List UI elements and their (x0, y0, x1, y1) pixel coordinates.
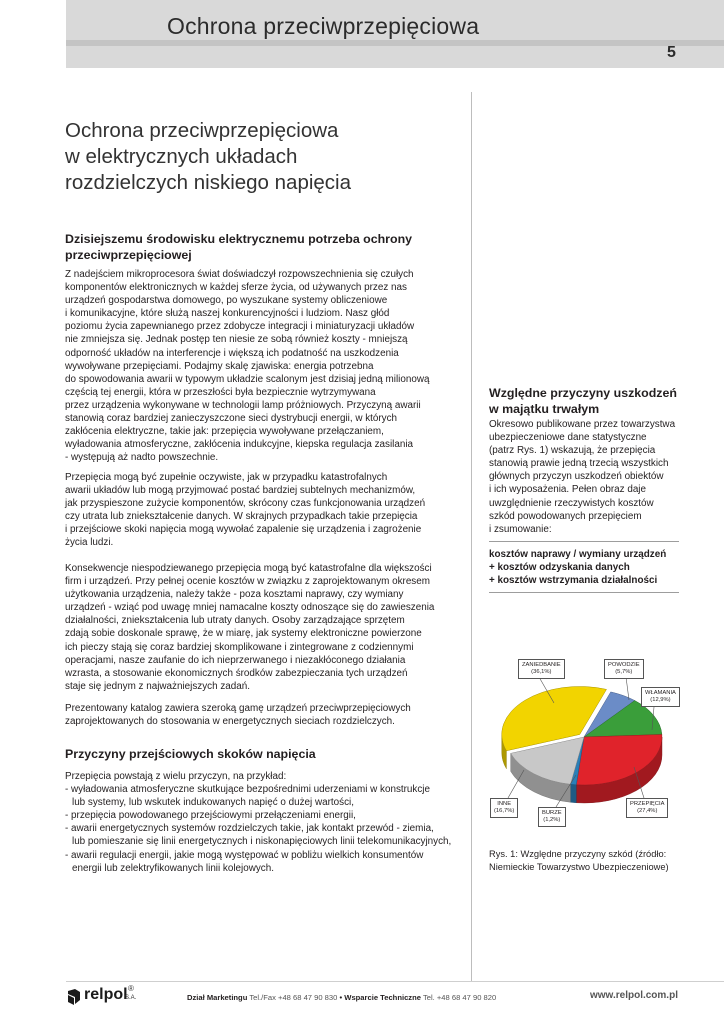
text-line: urządzeń - wziąć pod uwagę mniej namacalne koszty odnoszące się do zawieszenia (65, 602, 435, 614)
text-line: stanowią coraz bardziej zanieczyszczone sieci dystrybucji energii, w których (65, 413, 398, 425)
tel-support: Tel. +48 68 47 90 820 (422, 993, 497, 1002)
text-line: czy utrata lub zniekształcenie danych. W skrajnych przypadkach takie przepięcia (65, 511, 418, 523)
text-line: odporność układów na interferencje i większą ich podatność na uszkodzenia (65, 347, 399, 359)
logo-registered: ® (128, 984, 134, 993)
list-item-line: energii lub zelektryfikowanych linii kolejowych. (72, 862, 274, 874)
text-line: użytkowania urządzenia, należy także - poza kosztami naprawy, czy wymiany (65, 589, 404, 601)
section-heading-environment (65, 231, 465, 263)
heading-line: przeciwprzepięciowej (65, 248, 192, 262)
logo-text: relpol (84, 986, 128, 1003)
page-number: 5 (667, 44, 676, 61)
title-line: rozdzielczych niskiego napięcia (65, 171, 352, 194)
text-line: przez urządzenia wykonywane w technologii lamp próżniowych. Przyczyną awarii (65, 399, 421, 411)
text-line: (patrz Rys. 1) wskazują, że przepięcia (489, 445, 656, 457)
text-line: głównych przyczyn uszkodzeń obiektów (489, 471, 664, 483)
header-bar (66, 40, 724, 46)
title-line: w elektrycznych układach (65, 145, 298, 168)
label-wlamania: WŁAMANIA (12,9%) (641, 687, 680, 707)
text-line: zakłócenia elektryczne, takie jak: przepięcia wywoływane przełączaniem, (65, 426, 384, 438)
heading-line: Dzisiejszemu środowisku elektrycznemu potrzeba ochrony (65, 232, 413, 246)
text-line: zdają sobie doskonale sprawę, że w miarę, jak systemy elektroniczne powierzone (65, 628, 422, 640)
rule-bottom (489, 592, 679, 593)
list-item-line: - przepięcia powodowanego przejściowymi przełączeniami energii, (65, 810, 356, 822)
footer-rule (66, 981, 724, 982)
text-line: uwzględnienie rzeczywistych kosztów (489, 497, 654, 509)
text-line: wzrasta, a stosowanie ekonomicznych środków zabezpieczania tych urządzeń (65, 667, 408, 679)
caption-line: Niemieckie Towarzystwo Ubezpieczeniowe) (489, 861, 669, 872)
rule-top (489, 541, 679, 542)
text-line: częścią tej energii, która w przeszłości była bezpiecznie wytrzymywana (65, 386, 376, 398)
text-line: wywoływane przepięciami. Podajmy skalę zjawiska: energia potrzebna (65, 360, 374, 372)
text-line: poziomu życia zapewnianego przez zdobycze integracji i miniaturyzacji układów (65, 321, 415, 333)
caption-line: Rys. 1: Względne przyczyny szkód (źródło: (489, 849, 667, 859)
heading-line: Względne przyczyny uszkodzeń (489, 386, 677, 400)
text-line: awarii układów lub mogą przyjmować postać bardziej subtelnych mechanizmów, (65, 485, 416, 497)
text-line: stanowią prawie jedną trzecią wszystkich (489, 458, 669, 470)
label-powodzie: POWODZIE (5,7%) (604, 659, 644, 679)
text-line: jak przyspieszone zużycie komponentów, skrócony czas funkcjonowania urządzeń (65, 498, 426, 510)
text-line: i zsumowanie: (489, 523, 552, 535)
paragraph-consequences (65, 562, 475, 693)
logo-mark-icon (66, 988, 82, 1006)
website-link[interactable]: www.relpol.com.pl (590, 990, 678, 1001)
dept-support: Wsparcie Techniczne (344, 993, 421, 1002)
text-line: Okresowo publikowane przez towarzystwa (489, 419, 676, 430)
pie-chart (484, 655, 684, 835)
paragraph-intro (65, 268, 475, 464)
label-zaniedbanie: ZANIEDBANIE (36,1%) (518, 659, 565, 679)
text-line: szkód powodowanych przepięciem (489, 510, 642, 522)
label-przepiecia: PRZEPIĘCIA (27,4%) (626, 798, 668, 818)
section-heading-causes: Przyczyny przejściowych skoków napięcia (65, 747, 316, 761)
tel-marketing: Tel./Fax +48 68 47 90 830 (249, 993, 338, 1002)
text-line: zaprojektowanych do stosowania w energetycznych sieciach rozdzielczych. (65, 716, 395, 728)
text-line: Prezentowany katalog zawiera szeroką gamę urządzeń przeciwprzepięciowych (65, 703, 411, 714)
text-line: i komunikacyjne, które służą naszej konkurencyjności i ludziom. Nasz głód (65, 308, 390, 320)
title-line: Ochrona przeciwprzepięciowa (65, 119, 339, 142)
footer-contact (187, 993, 496, 1002)
label-inne: INNE (16,7%) (490, 798, 518, 818)
list-item-line: - awarii regulacji energii, jakie mogą występować w pobliżu wielkich konsumentów (65, 849, 424, 861)
text-line: Z nadejściem mikroprocesora świat doświadczył rozpowszechnienia się czułych (65, 269, 414, 280)
footer-separator: • (339, 993, 343, 1002)
slice-burze-side (570, 784, 576, 802)
text-line: - występują aż nadto powszechnie. (65, 452, 219, 464)
text-line: Przepięcia mogą być zupełnie oczywiste, jak w przypadku katastrofalnych (65, 472, 388, 483)
sidebar-paragraph (489, 418, 689, 536)
cost-list (489, 548, 689, 587)
text-line: urządzeń gospodarstwa domowego, po wyszukane systemy obliczeniowe (65, 295, 388, 307)
list-item-line: lub pomieszanie się linii energetycznych i niskonapięciowych linii telekomunikacyjnych, (72, 836, 452, 848)
paragraph-catalog (65, 702, 475, 728)
text-line: komponentów elektronicznych w każdej sferze życia, od używanych przez nas (65, 282, 407, 294)
causes-list (65, 770, 475, 875)
text-line: życia ludzi. (65, 537, 114, 549)
paragraph-surges (65, 471, 475, 550)
label-burze: BURZE (1,2%) (538, 807, 566, 827)
list-item-line: lub systemy, lub wskutek indukowanych napięć o dużej wartości, (72, 797, 354, 809)
list-item-line: - wyładowania atmosferyczne skutkujące bezpośrednimi uderzeniami w konstrukcje (65, 784, 430, 796)
dept-marketing: Dział Marketingu (187, 993, 248, 1002)
text-line: działalności, zniekształcenia lub utraty danych. Osoby zarządzające sprzętem (65, 615, 405, 627)
list-item: + kosztów odzyskania danych (489, 562, 630, 574)
text-line: i ich wyposażenia. Pełen obraz daje (489, 484, 646, 496)
figure-caption (489, 848, 689, 873)
list-item-line: - awarii energetycznych systemów rozdzielczych takie, jak kontakt przewód - ziemia, (65, 823, 434, 835)
text-line: wyładowania atmosferyczne, zakłócenia indukcyjne, kiepska regulacja zasilania (65, 439, 414, 451)
text-line: i przejściowe skoki napięcia mogą wywołać zapalenie się urządzenia i zagrożenie (65, 524, 422, 536)
text-line: operacjami, nasze zaufanie do ich nieprzerwanego i niezakłóconego działania (65, 654, 406, 666)
text-line: staje się jednym z najważniejszych zadań. (65, 680, 250, 692)
text-line: Konsekwencje niespodziewanego przepięcia mogą być katastrofalne dla większości (65, 563, 432, 574)
text-line: ubezpieczeniowe dane statystyczne (489, 432, 647, 444)
list-item: + kosztów wstrzymania działalności (489, 575, 658, 587)
text-line: do spowodowania awarii w typowym układzie scalonym jest dzisiaj jedną milionową (65, 373, 430, 385)
intro-line: Przepięcia powstają z wielu przyczyn, na przykład: (65, 771, 287, 782)
text-line: ich pieczy stają się coraz bardziej skomplikowane i zintegrowane z codziennymi (65, 641, 414, 653)
text-line: firm i urządzeń. Przy pełnej ocenie kosztów w związku z zaprojektowanym okresem (65, 576, 430, 588)
list-item: kosztów naprawy / wymiany urządzeń (489, 549, 667, 560)
sidebar-heading (489, 385, 689, 417)
text-line: nie zmniejsza się. Jednak postęp ten niesie ze sobą również koszty - mniejszą (65, 334, 408, 346)
logo-sa: S.A. (125, 995, 137, 1001)
page-title (65, 118, 465, 196)
heading-line: w majątku trwałym (489, 402, 600, 416)
header-title: Ochrona przeciwprzepięciowa (167, 13, 480, 39)
